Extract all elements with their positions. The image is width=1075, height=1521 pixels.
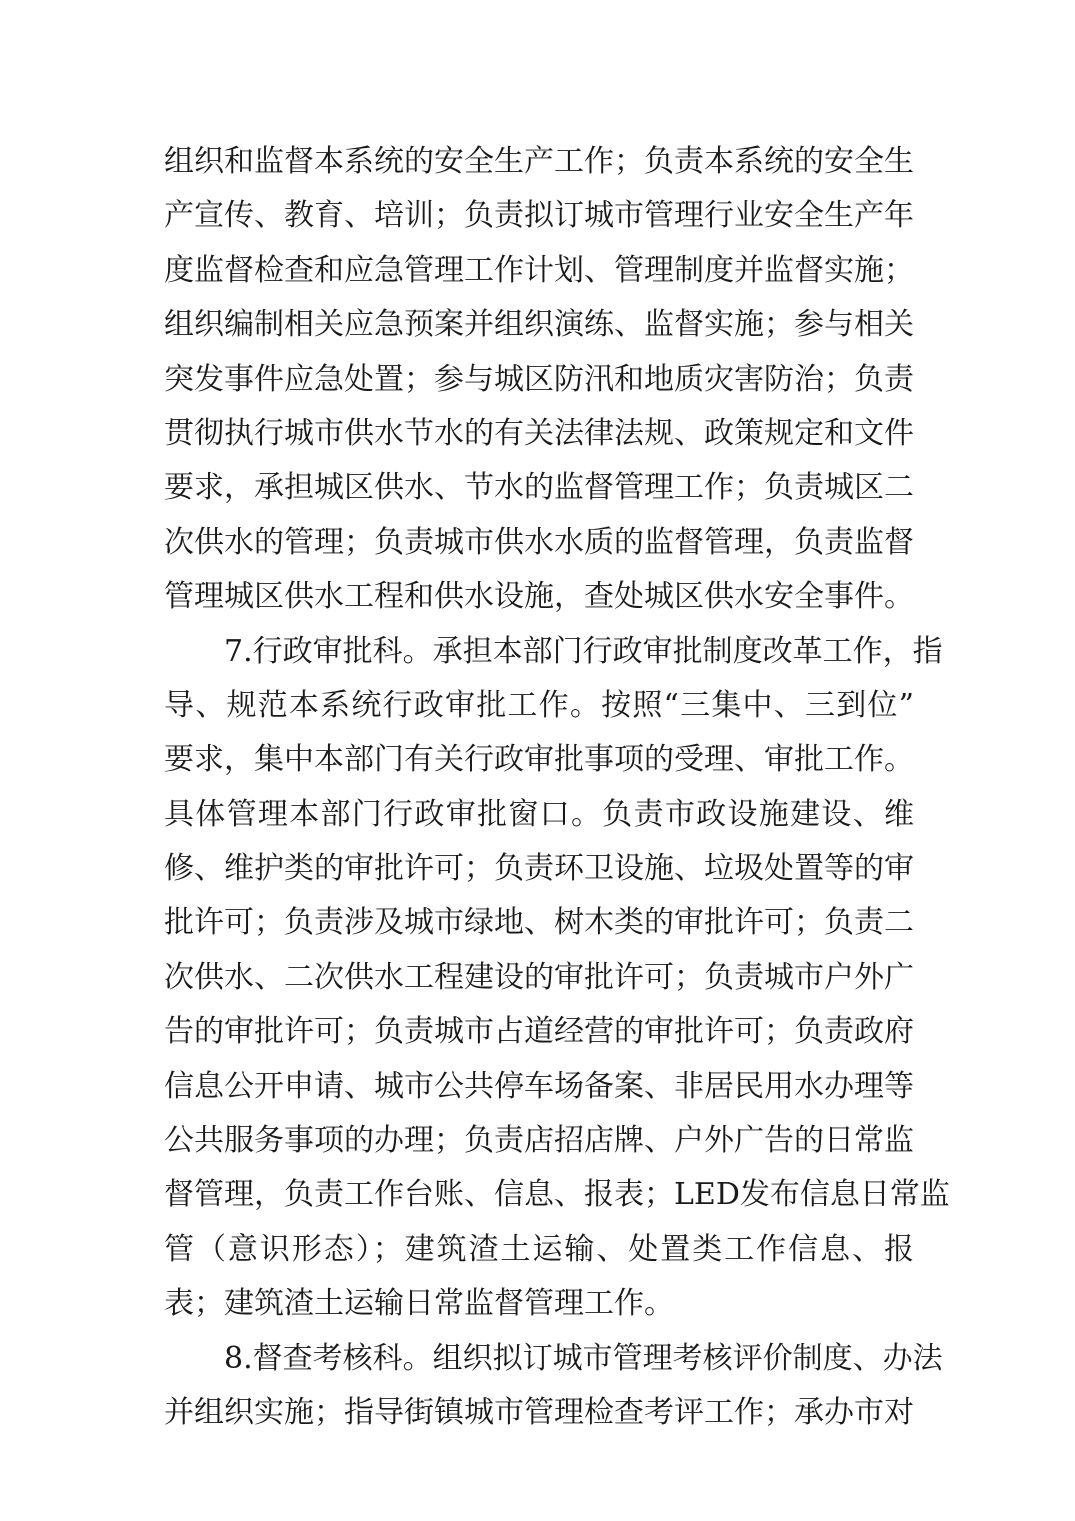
text-line: 产宣传、教育、培训；负责拟订城市管理行业安全生产年: [164, 198, 914, 234]
body-text: [164, 135, 950, 1440]
text-line: 并组织实施；指导街镇城市管理检查考评工作；承办市对: [164, 1394, 914, 1430]
text-line: 要求，承担城区供水、节水的监督管理工作；负责城区二: [164, 470, 914, 506]
text-line: 管理城区供水工程和供水设施，查处城区供水安全事件。: [164, 579, 914, 615]
text-line: 修、维护类的审批许可；负责环卫设施、垃圾处置等的审: [164, 851, 914, 887]
text-line: 组织和监督本系统的安全生产工作；负责本系统的安全生: [164, 144, 914, 179]
text-line: 贯彻执行城市供水节水的有关法律法规、政策规定和文件: [164, 415, 914, 451]
paragraph-first-line: 8.督查考核科。组织拟订城市管理考核评价制度、办法: [224, 1340, 943, 1376]
text-line: 批许可；负责涉及城市绿地、树木类的审批许可；负责二: [164, 905, 914, 941]
text-line: 组织编制相关应急预案并组织演练、监督实施；参与相关: [164, 307, 914, 343]
text-line: 要求，集中本部门有关行政审批事项的受理、审批工作。: [164, 742, 914, 778]
text-line: 次供水的管理；负责城市供水水质的监督管理，负责监督: [164, 524, 914, 560]
paragraph-first-line: 7.行政审批科。承担本部门行政审批制度改革工作，指: [224, 633, 943, 669]
text-line: 告的审批许可；负责城市占道经营的审批许可；负责政府: [164, 1014, 914, 1050]
text-line: 表；建筑渣土运输日常监督管理工作。: [164, 1286, 674, 1322]
text-line: 突发事件应急处置；参与城区防汛和地质灾害防治；负责: [164, 361, 914, 397]
text-line: 公共服务事项的办理；负责店招店牌、户外广告的日常监: [164, 1123, 914, 1159]
text-line: 导、规范本系统行政审批工作。按照“三集中、三到位”: [164, 687, 914, 723]
text-line: 信息公开申请、城市公共停车场备案、非居民用水办理等: [164, 1068, 914, 1104]
text-line: 管（意识形态）；建筑渣土运输、处置类工作信息、报: [164, 1231, 914, 1267]
text-line: 次供水、二次供水工程建设的审批许可；负责城市户外广: [164, 959, 914, 995]
text-line: 度监督检查和应急管理工作计划、管理制度并监督实施；: [164, 252, 914, 288]
text-line: 具体管理本部门行政审批窗口。负责市政设施建设、维: [164, 796, 914, 832]
text-line: 督管理，负责工作台账、信息、报表；LED发布信息日常监: [164, 1177, 950, 1213]
